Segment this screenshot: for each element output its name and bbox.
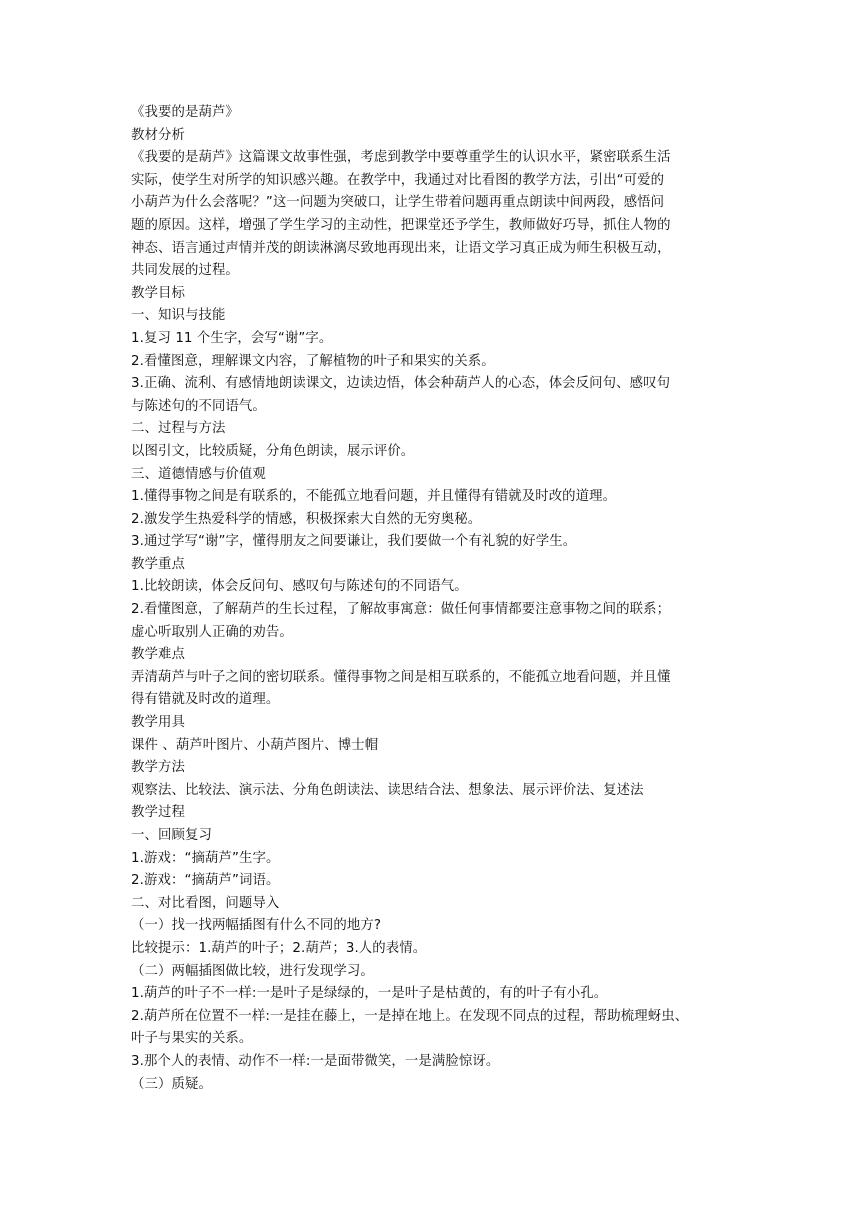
paragraph-line: 比较提示：1.葫芦的叶子；2.葫芦；3.人的表情。 xyxy=(131,940,427,956)
list-item: 1.葫芦的叶子不一样:一是叶子是绿绿的，一是叶子是枯黄的，有的叶子有小孔。 xyxy=(131,986,608,1002)
subsection-heading: （一）找一找两幅插图有什么不同的地方? xyxy=(131,918,382,934)
paragraph-line: 《我要的是葫芦》这篇课文故事性强，考虑到教学中要尊重学生的认识水平，紧密联系生活 xyxy=(131,150,671,166)
list-item: 与陈述句的不同语气。 xyxy=(131,398,266,414)
section-heading: 教学难点 xyxy=(131,647,185,663)
paragraph-line: 神态、语言通过声情并茂的朗读淋漓尽致地再现出来，让语文学习真正成为师生积极互动， xyxy=(131,240,671,256)
list-item: 2.看懂图意，理解课文内容，了解植物的叶子和果实的关系。 xyxy=(131,353,495,369)
section-heading: 教学目标 xyxy=(131,285,185,301)
paragraph-line: 以图引文，比较质疑，分角色朗读，展示评价。 xyxy=(131,443,415,459)
list-item: 3.那个人的表情、动作不一样:一是面带微笑，一是满脸惊讶。 xyxy=(131,1053,500,1069)
list-item: 1.比较朗读，体会反问句、感叹句与陈述句的不同语气。 xyxy=(131,579,468,595)
list-item: 叶子与果实的关系。 xyxy=(131,1031,253,1047)
list-item: 2.游戏：“摘葫芦”词语。 xyxy=(131,873,280,889)
paragraph-line: 观察法、比较法、演示法、分角色朗读法、读思结合法、想象法、展示评价法、复述法 xyxy=(131,782,644,798)
subsection-heading: 一、知识与技能 xyxy=(131,308,226,324)
subsection-heading: （二）两幅插图做比较，进行发现学习。 xyxy=(131,963,374,979)
paragraph-line: 得有错就及时改的道理。 xyxy=(131,692,280,708)
subsection-heading: 二、过程与方法 xyxy=(131,421,226,437)
list-item: 2.激发学生热爱科学的情感，积极探索大自然的无穷奥秘。 xyxy=(131,511,482,527)
list-item: 1.复习 11 个生字，会写“谢”字。 xyxy=(131,330,333,346)
paragraph-line: 小葫芦为什么会落呢？”这一问题为突破口，让学生带着问题再重点朗读中间两段，感悟问 xyxy=(131,195,665,211)
subsection-heading: 三、道德情感与价值观 xyxy=(131,466,266,482)
section-heading: 教学用具 xyxy=(131,715,185,731)
list-item: 3.正确、流利、有感情地朗读课文，边读边悟，体会种葫芦人的心态，体会反问句、感叹句 xyxy=(131,376,671,392)
document-title: 《我要的是葫芦》 xyxy=(131,105,239,120)
section-heading: 教学过程 xyxy=(131,805,185,821)
list-item: 3.通过学写“谢”字，懂得朋友之间要谦让，我们要做一个有礼貌的好学生。 xyxy=(131,534,577,550)
list-item: 1.游戏：“摘葫芦”生字。 xyxy=(131,850,280,866)
section-heading: 教学重点 xyxy=(131,556,185,572)
paragraph-line: 实际，使学生对所学的知识感兴趣。在教学中，我通过对比看图的教学方法，引出“可爱的 xyxy=(131,172,665,188)
list-item: 2.葫芦所在位置不一样:一是挂在藤上，一是掉在地上。在发现不同点的过程，帮助梳理蚜虫、 xyxy=(131,1008,689,1024)
paragraph-line: 共同发展的过程。 xyxy=(131,263,239,279)
list-item: 虚心听取别人正确的劝告。 xyxy=(131,624,293,640)
section-heading: 教材分析 xyxy=(131,127,185,143)
document-body xyxy=(131,102,729,1096)
paragraph-line: 题的原因。这样，增强了学生学习的主动性，把课堂还予学生，教师做好巧导，抓住人物的 xyxy=(131,217,671,233)
subsection-heading: 一、回顾复习 xyxy=(131,828,212,843)
subsection-heading: （三）质疑。 xyxy=(131,1076,212,1092)
paragraph-line: 课件 、葫芦叶图片、小葫芦图片、博士帽 xyxy=(131,737,379,753)
list-item: 2.看懂图意，了解葫芦的生长过程，了解故事寓意：做任何事情都要注意事物之间的联系； xyxy=(131,602,671,618)
list-item: 1.懂得事物之间是有联系的，不能孤立地看问题，并且懂得有错就及时改的道理。 xyxy=(131,489,617,505)
paragraph-line: 弄清葫芦与叶子之间的密切联系。懂得事物之间是相互联系的，不能孤立地看问题，并且懂 xyxy=(131,669,671,685)
subsection-heading: 二、对比看图，问题导入 xyxy=(131,895,280,911)
section-heading: 教学方法 xyxy=(131,760,185,776)
